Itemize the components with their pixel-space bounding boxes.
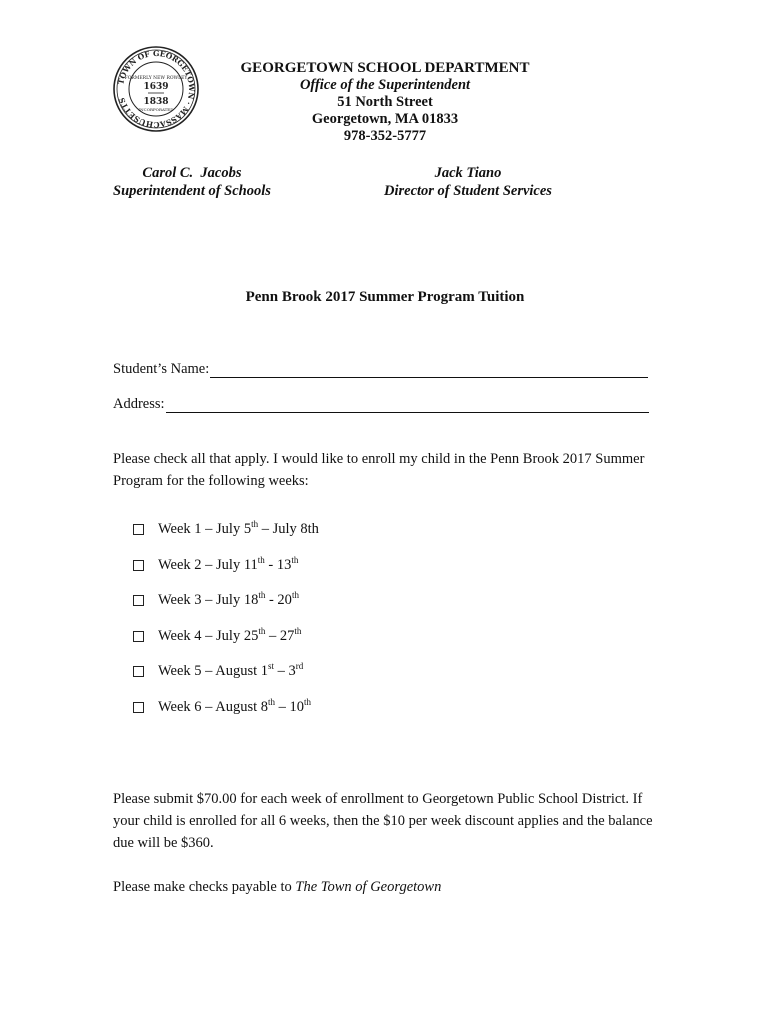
student-name-field[interactable] [113, 361, 648, 378]
checks-payee: The Town of Georgetown [295, 879, 442, 895]
address-label: Address: [113, 396, 165, 412]
payment-text: Please submit $70.00 for each week of enrollment to Georgetown Public School District. If your child is enrolled for all 6 weeks, then the $10 per week discount applies and the balance due will be $360. [113, 791, 653, 851]
week-checkbox[interactable] [133, 524, 144, 535]
week-label: Week 3 – July 18th - 20th [158, 590, 299, 608]
week-option[interactable] [133, 699, 311, 716]
superintendent-block [113, 164, 271, 200]
seal-ring-text: TOWN OF GEORGETOWN · MASSACHUSETTS [116, 48, 197, 130]
seal-year-incorporated: 1838 [143, 97, 169, 107]
superintendent-name: Carol C. Jacobs [142, 165, 242, 181]
seal-inner-text: FORMERLY NEW ROWLEY [124, 76, 188, 81]
week-option[interactable] [133, 521, 319, 538]
student-name-blank[interactable] [210, 362, 648, 378]
street-address: 51 North Street [337, 94, 433, 110]
week-label: Week 2 – July 11th - 13th [158, 555, 299, 573]
address-field[interactable] [113, 396, 649, 413]
document-title: Penn Brook 2017 Summer Program Tuition [245, 289, 525, 305]
week-checkbox[interactable] [133, 560, 144, 571]
week-checkbox[interactable] [133, 595, 144, 606]
week-checkbox[interactable] [133, 702, 144, 713]
week-option[interactable] [133, 592, 299, 609]
week-checkbox[interactable] [133, 631, 144, 642]
week-label: Week 5 – August 1st – 3rd [158, 661, 304, 679]
director-title: Director of Student Services [384, 183, 552, 199]
director-name: Jack Tiano [434, 165, 502, 181]
office-name: Office of the Superintendent [299, 77, 471, 93]
week-label: Week 6 – August 8th – 10th [158, 697, 312, 715]
week-option[interactable] [133, 557, 298, 574]
department-name: GEORGETOWN SCHOOL DEPARTMENT [240, 60, 530, 76]
week-option[interactable] [133, 663, 303, 680]
town-seal [112, 45, 200, 133]
address-blank[interactable] [166, 397, 649, 413]
instructions-text: Please check all that apply. I would like to enroll my child in the Penn Brook 2017 Summer Program for the following weeks: [113, 451, 645, 489]
director-block [384, 164, 552, 200]
superintendent-title: Superintendent of Schools [113, 183, 271, 199]
week-label: Week 1 – July 5th – July 8th [158, 519, 319, 537]
town-seal-graphic [112, 45, 200, 133]
student-name-label: Student’s Name: [113, 361, 210, 377]
seal-bottom-text: INCORPORATED [138, 107, 174, 112]
week-label: Week 4 – July 25th – 27th [158, 626, 302, 644]
checks-prefix: Please make checks payable to [113, 879, 296, 895]
seal-year-founded: 1639 [143, 82, 169, 92]
phone-number: 978-352-5777 [343, 128, 427, 144]
city-state-zip: Georgetown, MA 01833 [311, 111, 459, 127]
week-option[interactable] [133, 628, 301, 645]
checks-payable-line [113, 876, 673, 898]
letterhead [200, 60, 570, 145]
week-checkbox[interactable] [133, 666, 144, 677]
